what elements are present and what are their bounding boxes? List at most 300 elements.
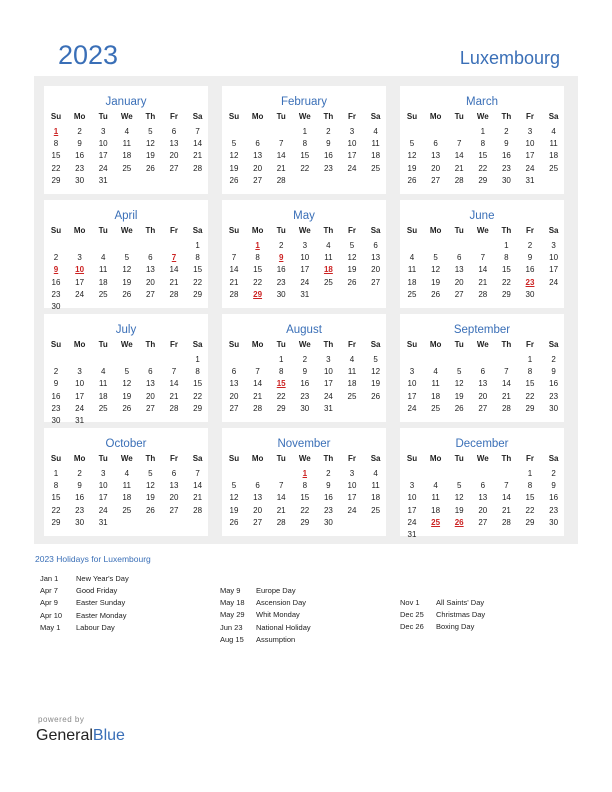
holiday-day: 18 — [323, 265, 333, 275]
calendar-day: 10 — [549, 253, 559, 263]
weekday-header: Mo — [73, 112, 86, 121]
calendar-day: 11 — [431, 493, 440, 503]
calendar-day: 9 — [551, 367, 556, 377]
calendar-day: 21 — [169, 391, 179, 401]
weekday-header: Fr — [170, 340, 178, 349]
weekday-header: Mo — [251, 454, 264, 463]
calendar-day: 17 — [98, 151, 108, 161]
weekday-header: Th — [145, 112, 156, 121]
weekday-header: Tu — [454, 340, 464, 349]
holiday-name: Good Friday — [76, 586, 118, 596]
calendar-day: 13 — [169, 481, 179, 491]
calendar-day: 27 — [253, 517, 263, 527]
calendar-day: 28 — [169, 403, 179, 413]
calendar-day: 22 — [253, 277, 263, 287]
calendar-day: 29 — [193, 289, 203, 299]
calendar-day: 9 — [77, 481, 82, 491]
weekday-header: Tu — [98, 340, 108, 349]
calendar-day: 28 — [193, 163, 203, 173]
calendar-day: 28 — [169, 289, 179, 299]
calendar-day: 19 — [122, 277, 132, 287]
calendar-day: 17 — [525, 151, 535, 161]
calendar-day: 24 — [75, 289, 85, 299]
calendar-day: 5 — [148, 469, 153, 478]
calendar-day: 8 — [527, 481, 533, 491]
calendar-day: 29 — [525, 517, 535, 527]
calendar-day: 4 — [124, 469, 130, 478]
calendar-day: 1 — [302, 127, 308, 136]
weekday-header: We — [476, 226, 489, 235]
calendar-day: 22 — [525, 505, 535, 515]
calendar-day: 13 — [478, 493, 488, 503]
calendar-day: 2 — [326, 469, 331, 478]
calendar-day: 15 — [253, 265, 263, 275]
calendar-day: 22 — [478, 163, 488, 173]
calendar-day: 20 — [371, 265, 381, 275]
calendar-day: 12 — [229, 493, 239, 503]
calendar-day: 14 — [454, 151, 464, 161]
calendar-day: 19 — [145, 493, 155, 503]
calendar-day: 10 — [75, 379, 85, 389]
calendar-day: 2 — [53, 253, 59, 263]
calendar-day: 7 — [231, 253, 237, 263]
calendar-day: 19 — [371, 379, 381, 389]
weekday-header: Fr — [170, 226, 178, 235]
calendar-day: 7 — [456, 139, 462, 149]
calendar-day: 23 — [323, 505, 333, 515]
calendar-day: 6 — [171, 469, 177, 478]
weekday-header: Su — [50, 340, 62, 349]
calendar-day: 16 — [501, 151, 511, 161]
calendar-day: 10 — [407, 493, 417, 503]
calendar-day: 15 — [51, 493, 61, 503]
calendar-day: 14 — [169, 379, 179, 389]
calendar-day: 11 — [122, 481, 131, 491]
calendar-day: 31 — [75, 416, 85, 425]
calendar-day: 10 — [300, 253, 310, 263]
weekday-header: Su — [406, 226, 418, 235]
calendar-day: 29 — [51, 175, 61, 185]
weekday-header: Fr — [526, 112, 534, 121]
calendar-day: 18 — [122, 493, 132, 503]
calendar-day: 29 — [193, 403, 203, 413]
calendar-day: 17 — [98, 493, 108, 503]
calendar-day: 12 — [347, 253, 357, 263]
calendar-day: 6 — [480, 367, 486, 377]
calendar-day: 29 — [478, 175, 488, 185]
holiday-day: 9 — [53, 265, 59, 275]
calendar-day: 6 — [255, 139, 260, 149]
weekday-header: Su — [50, 454, 62, 463]
holiday-date: Nov 1 — [400, 598, 420, 607]
calendar-day: 21 — [193, 493, 203, 503]
calendar-day: 9 — [302, 367, 308, 377]
calendar-day: 4 — [100, 367, 106, 377]
weekday-header: Su — [228, 226, 240, 235]
calendar-day: 24 — [347, 163, 357, 173]
calendar-day: 13 — [478, 379, 488, 389]
weekday-header: Fr — [526, 226, 534, 235]
calendar-day: 26 — [347, 277, 357, 287]
holiday-day: 1 — [255, 241, 260, 250]
calendar-day: 4 — [409, 253, 415, 263]
calendar-day: 9 — [527, 253, 533, 263]
calendar-day: 27 — [478, 517, 488, 527]
weekday-header: Mo — [73, 226, 86, 235]
weekday-header: Sa — [192, 454, 203, 463]
calendar-day: 8 — [527, 367, 533, 377]
calendar-day: 11 — [347, 367, 357, 377]
calendar-day: 21 — [501, 505, 511, 515]
weekday-header: Mo — [429, 112, 442, 121]
calendar-day: 25 — [407, 289, 417, 299]
holidays-title: 2023 Holidays for Luxembourg — [35, 554, 151, 564]
weekday-header: Mo — [251, 112, 264, 121]
calendar-day: 3 — [349, 469, 355, 478]
weekday-header: Th — [501, 112, 512, 121]
weekday-header: We — [476, 454, 489, 463]
calendar-day: 25 — [371, 163, 381, 173]
calendar-day: 2 — [77, 469, 82, 478]
calendar-day: 5 — [433, 253, 438, 263]
calendar-day: 18 — [431, 391, 441, 401]
calendar-day: 1 — [480, 127, 486, 136]
calendar-day: 7 — [171, 367, 177, 377]
calendar-day: 3 — [77, 367, 82, 377]
calendar-day: 11 — [431, 379, 440, 389]
calendar-day: 24 — [98, 163, 108, 173]
calendar-day: 16 — [276, 265, 286, 275]
weekday-header: Th — [501, 340, 512, 349]
calendar-day: 11 — [407, 265, 417, 275]
calendar-day: 30 — [75, 517, 85, 527]
calendar-day: 5 — [456, 367, 462, 377]
month-august — [222, 314, 386, 422]
calendar-day: 26 — [122, 289, 132, 299]
holiday-day: 10 — [75, 265, 85, 275]
holiday-name: Europe Day — [256, 586, 296, 595]
weekday-header: Tu — [98, 454, 108, 463]
calendar-day: 12 — [454, 379, 464, 389]
calendar-day: 30 — [525, 289, 535, 299]
weekday-header: Sa — [192, 226, 203, 235]
calendar-day: 31 — [323, 403, 333, 413]
calendar-day: 25 — [431, 403, 441, 413]
weekday-header: Mo — [429, 454, 442, 463]
calendar-day: 13 — [371, 253, 381, 263]
calendar-day: 9 — [504, 139, 509, 149]
calendar-day: 15 — [478, 151, 488, 161]
calendar-day: 16 — [323, 493, 333, 503]
month-name: July — [115, 324, 137, 336]
calendar-day: 20 — [169, 151, 179, 161]
calendar-day: 23 — [276, 277, 286, 287]
weekday-header: Th — [323, 454, 334, 463]
calendar-day: 16 — [51, 277, 61, 287]
calendar-day: 23 — [549, 505, 559, 515]
holiday-date: May 18 — [220, 598, 245, 608]
calendar-day: 4 — [100, 253, 106, 263]
holiday-date: Jan 1 — [40, 574, 59, 583]
weekday-header: We — [298, 226, 311, 235]
calendar-day: 21 — [169, 277, 179, 287]
calendar-day: 3 — [302, 241, 308, 250]
calendar-day: 22 — [300, 505, 310, 515]
calendar-day: 6 — [148, 367, 153, 377]
holiday-day: 25 — [431, 517, 441, 527]
calendar-day: 18 — [122, 151, 132, 161]
calendar-day: 14 — [169, 265, 179, 275]
weekday-header: Tu — [98, 112, 108, 121]
calendar-day: 22 — [51, 505, 61, 515]
calendar-day: 12 — [145, 139, 155, 149]
month-september — [400, 314, 564, 422]
weekday-header: Fr — [526, 454, 534, 463]
brand-general: General — [36, 727, 93, 744]
weekday-header: Fr — [170, 454, 178, 463]
calendar-day: 26 — [122, 403, 132, 413]
calendar-day: 7 — [480, 253, 486, 263]
calendar-day: 29 — [300, 517, 310, 527]
calendar-day: 14 — [276, 493, 286, 503]
month-name: October — [105, 438, 147, 450]
calendar-day: 3 — [551, 241, 556, 250]
calendar-day: 20 — [454, 277, 464, 287]
calendar-day: 17 — [75, 391, 85, 401]
calendar-day: 12 — [431, 265, 441, 275]
holiday-day: 23 — [525, 277, 535, 287]
calendar-day: 14 — [501, 493, 511, 503]
calendar-day: 16 — [525, 265, 535, 275]
calendar-day: 6 — [231, 367, 237, 377]
calendar-day: 24 — [98, 505, 108, 515]
weekday-header: Tu — [276, 112, 286, 121]
calendar-day: 25 — [371, 505, 381, 515]
calendar-day: 22 — [51, 163, 61, 173]
weekday-header: Th — [323, 340, 334, 349]
calendar-day: 14 — [478, 265, 488, 275]
weekday-header: Fr — [348, 340, 356, 349]
calendar-day: 23 — [51, 403, 61, 413]
month-june — [400, 200, 564, 308]
calendar-day: 8 — [480, 139, 486, 149]
calendar-day: 15 — [193, 265, 203, 275]
calendar-day: 10 — [407, 379, 417, 389]
calendar-day: 17 — [75, 277, 85, 287]
calendar-day: 8 — [302, 481, 308, 491]
calendar-day: 18 — [371, 151, 381, 161]
generalblue-logo[interactable] — [36, 727, 125, 745]
holiday-date: Apr 10 — [40, 610, 63, 620]
calendar-day: 23 — [323, 163, 333, 173]
calendar-day: 26 — [145, 163, 155, 173]
calendar-day: 15 — [300, 151, 310, 161]
calendar-year: 2023 — [58, 40, 119, 70]
calendar-day: 29 — [276, 403, 286, 413]
calendar-day: 27 — [371, 277, 381, 287]
calendar-day: 9 — [77, 139, 82, 149]
calendar-day: 17 — [407, 505, 417, 515]
weekday-header: Su — [228, 340, 240, 349]
month-name: March — [466, 96, 498, 108]
calendar-day: 28 — [454, 175, 464, 185]
calendar-day: 20 — [169, 493, 179, 503]
calendar-day: 30 — [276, 289, 286, 299]
calendar-day: 26 — [454, 403, 464, 413]
calendar-day: 12 — [407, 151, 417, 161]
calendar-day: 2 — [551, 355, 556, 364]
calendar-day: 12 — [371, 367, 381, 377]
calendar-day: 10 — [347, 481, 357, 491]
month-april — [44, 200, 208, 311]
calendar-day: 24 — [75, 403, 85, 413]
calendar-day: 31 — [525, 175, 535, 185]
weekday-header: Sa — [370, 112, 381, 121]
weekday-header: Th — [145, 454, 156, 463]
holiday-day: 9 — [278, 253, 284, 263]
holiday-date: Jun 23 — [220, 622, 243, 632]
calendar-day: 7 — [504, 481, 509, 491]
month-february — [222, 86, 386, 194]
calendar-day: 12 — [145, 481, 155, 491]
month-december — [400, 428, 564, 539]
weekday-header: Su — [406, 454, 418, 463]
weekday-header: Th — [501, 454, 512, 463]
calendar-day: 3 — [349, 127, 355, 136]
calendar-day: 18 — [98, 277, 108, 287]
calendar-day: 4 — [433, 481, 438, 491]
calendar-day: 24 — [347, 505, 357, 515]
calendar-day: 27 — [145, 403, 155, 413]
calendar-day: 11 — [99, 265, 108, 275]
calendar-day: 23 — [75, 505, 85, 515]
calendar-day: 2 — [53, 367, 59, 377]
calendar-grid — [34, 76, 578, 544]
weekday-header: Mo — [73, 340, 86, 349]
calendar-day: 22 — [193, 391, 203, 401]
weekday-header: Fr — [348, 112, 356, 121]
calendar-day: 5 — [124, 367, 130, 377]
calendar-day: 21 — [501, 391, 511, 401]
calendar-day: 18 — [98, 391, 108, 401]
weekday-header: Tu — [276, 226, 286, 235]
calendar-day: 21 — [454, 163, 464, 173]
calendar-day: 24 — [300, 277, 310, 287]
calendar-day: 28 — [276, 175, 286, 185]
holiday-day: 1 — [53, 127, 59, 136]
calendar-day: 8 — [53, 139, 59, 149]
calendar-day: 28 — [193, 505, 203, 515]
calendar-day: 3 — [527, 127, 533, 136]
calendar-day: 19 — [431, 277, 441, 287]
weekday-header: Fr — [526, 340, 534, 349]
holiday-date: May 1 — [40, 622, 61, 632]
calendar-day: 6 — [148, 253, 153, 263]
calendar-day: 1 — [195, 241, 200, 250]
calendar-day: 16 — [300, 379, 310, 389]
weekday-header: Sa — [192, 112, 203, 121]
weekday-header: We — [120, 226, 133, 235]
calendar-day: 19 — [145, 151, 155, 161]
calendar-day: 22 — [193, 277, 203, 287]
weekday-header: Tu — [454, 112, 464, 121]
calendar-day: 8 — [302, 139, 308, 149]
calendar-day: 26 — [371, 391, 381, 401]
calendar-day: 24 — [407, 517, 417, 527]
calendar-day: 13 — [145, 379, 155, 389]
calendar-day: 16 — [549, 493, 559, 503]
calendar-day: 25 — [98, 403, 108, 413]
calendar-day: 29 — [525, 403, 535, 413]
weekday-header: Tu — [276, 454, 286, 463]
calendar-day: 19 — [229, 505, 239, 515]
calendar-day: 15 — [525, 493, 535, 503]
calendar-day: 20 — [478, 505, 488, 515]
holiday-name: Easter Sunday — [76, 598, 126, 608]
calendar-day: 25 — [98, 289, 108, 299]
calendar-day: 14 — [229, 265, 239, 275]
month-name: December — [455, 438, 509, 450]
weekday-header: Sa — [548, 340, 559, 349]
weekday-header: Tu — [276, 340, 286, 349]
calendar-day: 24 — [323, 391, 333, 401]
calendar-day: 30 — [51, 416, 61, 425]
holiday-name: All Saints' Day — [436, 598, 485, 607]
calendar-day: 10 — [347, 139, 357, 149]
calendar-day: 9 — [551, 481, 556, 491]
calendar-day: 20 — [253, 505, 263, 515]
calendar-day: 11 — [371, 139, 380, 149]
calendar-day: 8 — [278, 367, 284, 377]
holiday-name: Labour Day — [76, 622, 115, 632]
calendar-day: 27 — [169, 505, 179, 515]
calendar-day: 5 — [231, 139, 237, 149]
calendar-day: 21 — [193, 151, 203, 161]
calendar-day: 1 — [504, 241, 509, 250]
calendar-day: 1 — [195, 355, 200, 364]
calendar-day: 26 — [431, 289, 441, 299]
calendar-day: 26 — [145, 505, 155, 515]
calendar-day: 7 — [278, 481, 284, 491]
calendar-day: 4 — [551, 127, 556, 136]
calendar-day: 6 — [456, 253, 462, 263]
holiday-date: May 29 — [220, 610, 245, 620]
weekday-header: Mo — [73, 454, 86, 463]
holiday-day: 7 — [171, 253, 177, 263]
calendar-day: 23 — [51, 289, 61, 299]
calendar-day: 30 — [51, 302, 61, 311]
month-name: June — [469, 210, 495, 222]
calendar-day: 17 — [407, 391, 417, 401]
calendar-day: 19 — [122, 391, 132, 401]
calendar-day: 28 — [501, 403, 511, 413]
calendar-day: 8 — [195, 367, 200, 377]
calendar-day: 27 — [478, 403, 488, 413]
calendar-day: 8 — [504, 253, 509, 263]
calendar-day: 17 — [347, 151, 357, 161]
calendar-day: 2 — [77, 127, 82, 136]
calendar-day: 12 — [454, 493, 464, 503]
calendar-day: 5 — [124, 253, 130, 263]
holiday-date: Dec 26 — [400, 622, 424, 632]
calendar-day: 7 — [504, 367, 509, 377]
holiday-day: 26 — [454, 517, 464, 527]
calendar-day: 13 — [454, 265, 464, 275]
calendar-day: 5 — [231, 481, 237, 491]
calendar-day: 11 — [371, 481, 380, 491]
calendar-day: 21 — [229, 277, 239, 287]
weekday-header: Fr — [170, 112, 178, 121]
